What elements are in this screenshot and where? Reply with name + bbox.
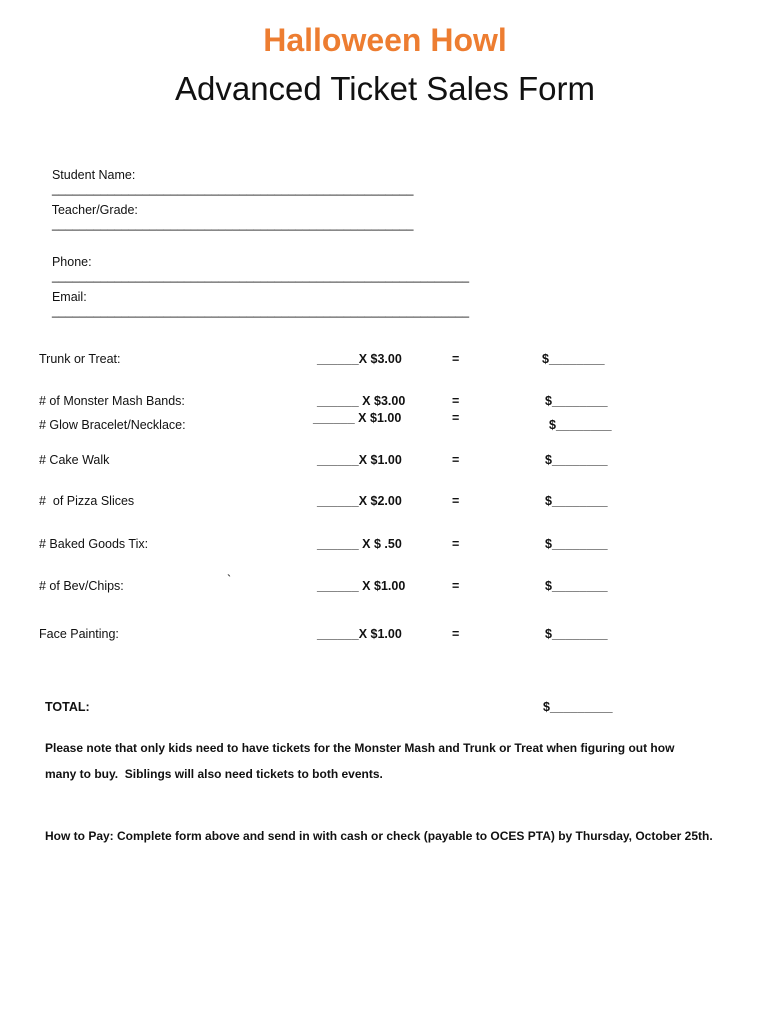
- item-total-pizza-slices[interactable]: $________: [545, 494, 608, 508]
- item-total-baked-goods[interactable]: $________: [545, 537, 608, 551]
- item-qty-pizza-slices[interactable]: ______X $2.00: [317, 494, 402, 508]
- stray-mark: `: [227, 573, 232, 587]
- student-name-label: Student Name:: [51, 168, 136, 182]
- item-label-cake-walk: # Cake Walk: [39, 453, 110, 467]
- phone-label: Phone:: [51, 255, 92, 269]
- item-total-face-painting[interactable]: $________: [545, 627, 608, 641]
- item-qty-face-painting[interactable]: ______X $1.00: [317, 627, 402, 641]
- item-label-pizza-slices: # of Pizza Slices: [39, 494, 135, 508]
- teacher-grade-field[interactable]: [45, 189, 413, 231]
- item-qty-baked-goods[interactable]: ______ X $ .50: [317, 537, 402, 551]
- teacher-grade-line: ____________________________________________________: [51, 217, 414, 231]
- item-qty-cake-walk[interactable]: ______X $1.00: [317, 453, 402, 467]
- form-subtitle: Advanced Ticket Sales Form: [174, 70, 595, 107]
- item-qty-monster-mash[interactable]: ______ X $3.00: [317, 394, 406, 408]
- item-equals-bev-chips: =: [452, 579, 460, 593]
- item-equals-trunk-or-treat: =: [452, 352, 460, 366]
- item-equals-monster-mash: =: [452, 394, 460, 408]
- item-label-baked-goods: # Baked Goods Tix:: [39, 537, 149, 551]
- email-line: ____________________________________________________________: [51, 304, 470, 318]
- item-equals-pizza-slices: =: [452, 494, 460, 508]
- item-equals-glow-bracelet: =: [452, 411, 460, 425]
- note-line-1: Please note that only kids need to have tickets for the Monster Mash and Trunk or Treat when figuring out how: [45, 741, 675, 755]
- item-qty-bev-chips[interactable]: ______ X $1.00: [317, 579, 406, 593]
- total-value[interactable]: $_________: [543, 700, 613, 714]
- student-name-line: ____________________________________________________: [51, 182, 414, 196]
- item-label-monster-mash: # of Monster Mash Bands:: [39, 394, 185, 408]
- item-total-bev-chips[interactable]: $________: [545, 579, 608, 593]
- teacher-grade-label: Teacher/Grade:: [51, 203, 138, 217]
- item-label-face-painting: Face Painting:: [39, 627, 119, 641]
- email-label: Email:: [51, 290, 87, 304]
- total-label: TOTAL:: [45, 700, 90, 714]
- item-equals-face-painting: =: [452, 627, 460, 641]
- item-label-trunk-or-treat: Trunk or Treat:: [39, 352, 121, 366]
- phone-line: ____________________________________________________________: [51, 269, 470, 283]
- item-qty-trunk-or-treat[interactable]: ______X $3.00: [317, 352, 402, 366]
- item-label-bev-chips: # of Bev/Chips:: [39, 579, 124, 593]
- item-label-glow-bracelet: # Glow Bracelet/Necklace:: [39, 418, 186, 432]
- item-total-monster-mash[interactable]: $________: [545, 394, 608, 408]
- item-total-trunk-or-treat[interactable]: $________: [542, 352, 605, 366]
- email-field[interactable]: [45, 276, 469, 318]
- item-equals-baked-goods: =: [452, 537, 460, 551]
- item-qty-glow-bracelet[interactable]: ______ X $1.00: [313, 411, 402, 425]
- item-total-glow-bracelet[interactable]: $________: [549, 418, 612, 432]
- note-line-2: many to buy. Siblings will also need tickets to both events.: [45, 767, 383, 781]
- item-equals-cake-walk: =: [452, 453, 460, 467]
- payment-instructions: How to Pay: Complete form above and send in with cash or check (payable to OCES PTA) by Thursday, October 25th.: [45, 829, 713, 843]
- item-total-cake-walk[interactable]: $________: [545, 453, 608, 467]
- form-title: Halloween Howl: [263, 22, 507, 58]
